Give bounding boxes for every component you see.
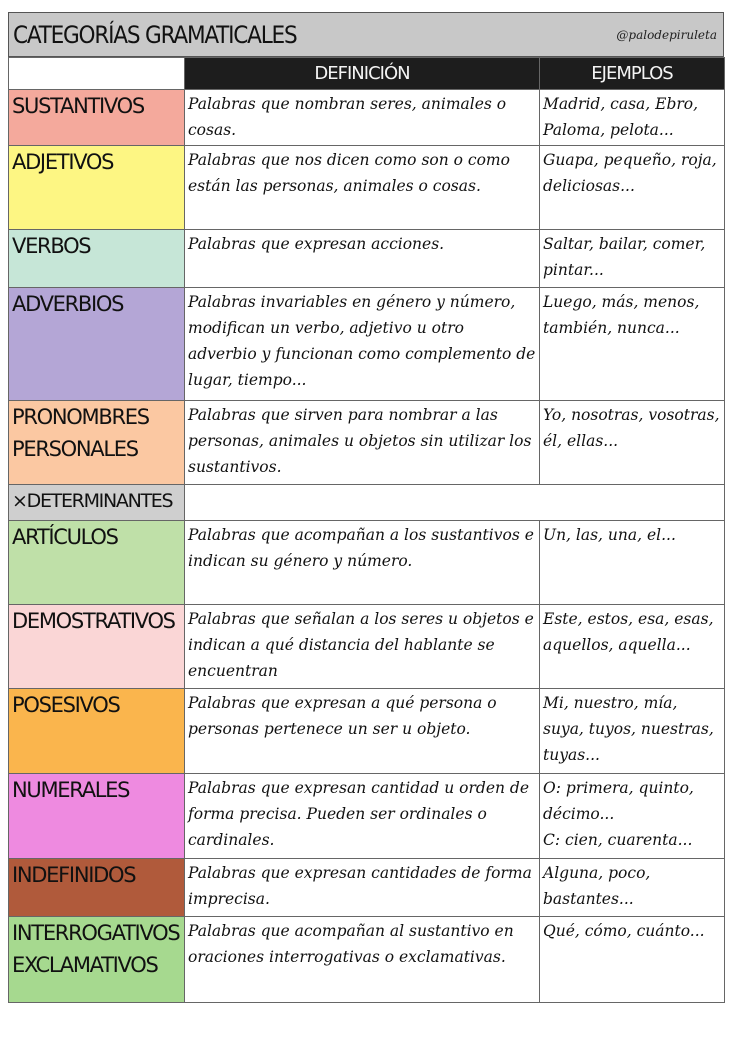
definition-cell: Palabras que expresan cantidades de forma imprecisa.	[185, 859, 540, 917]
title-bar	[8, 12, 724, 57]
definition-cell: Palabras que nos dicen como son o como están las personas, animales o cosas.	[185, 146, 540, 230]
examples-cell: Este, estos, esa, esas, aquellos, aquella...	[540, 605, 725, 689]
table-row	[9, 689, 725, 774]
author-handle: @palodepiruleta	[616, 27, 717, 42]
table-row	[9, 146, 725, 230]
table-row	[9, 521, 725, 605]
table-row	[9, 90, 725, 146]
examples-cell: Alguna, poco, bastantes...	[540, 859, 725, 917]
category-cell: SUSTANTIVOS	[9, 90, 185, 146]
category-cell: INTERROGATIVOS EXCLAMATIVOS	[9, 917, 185, 1003]
definition-cell: Palabras que acompañan a los sustantivos e indican su género y número.	[185, 521, 540, 605]
categories-table	[8, 57, 725, 1003]
table-row	[9, 230, 725, 288]
section-label: ×DETERMINANTES	[9, 485, 185, 521]
grammar-sheet	[8, 12, 724, 1003]
category-cell: INDEFINIDOS	[9, 859, 185, 917]
column-header-row	[9, 58, 725, 90]
category-cell: ADVERBIOS	[9, 288, 185, 401]
definition-cell: Palabras que expresan cantidad u orden de forma precisa. Pueden ser ordinales o cardinales.	[185, 774, 540, 859]
category-cell: DEMOSTRATIVOS	[9, 605, 185, 689]
blank-header-cell	[9, 58, 185, 90]
section-spacer	[185, 485, 725, 521]
definition-cell: Palabras que sirven para nombrar a las personas, animales u objetos sin utilizar los sustantivos.	[185, 401, 540, 485]
definition-cell: Palabras que expresan acciones.	[185, 230, 540, 288]
definition-cell: Palabras que expresan a qué persona o personas pertenece un ser u objeto.	[185, 689, 540, 774]
examples-cell: O: primera, quinto, décimo... C: cien, cuarenta...	[540, 774, 725, 859]
examples-header: EJEMPLOS	[540, 58, 725, 90]
examples-cell: Saltar, bailar, comer, pintar...	[540, 230, 725, 288]
table-row	[9, 605, 725, 689]
table-row	[9, 288, 725, 401]
table-row	[9, 774, 725, 859]
page-title: CATEGORÍAS GRAMATICALES	[13, 20, 297, 49]
category-cell: ARTÍCULOS	[9, 521, 185, 605]
definition-cell: Palabras que señalan a los seres u objetos e indican a qué distancia del hablante se encuentran	[185, 605, 540, 689]
section-row	[9, 485, 725, 521]
category-cell: VERBOS	[9, 230, 185, 288]
definition-cell: Palabras invariables en género y número, modifican un verbo, adjetivo u otro adverbio y funcionan como complemento de lugar, tiempo...	[185, 288, 540, 401]
examples-cell: Luego, más, menos, también, nunca...	[540, 288, 725, 401]
definition-cell: Palabras que acompañan al sustantivo en oraciones interrogativas o exclamativas.	[185, 917, 540, 1003]
examples-cell: Guapa, pequeño, roja, deliciosas...	[540, 146, 725, 230]
examples-cell: Yo, nosotras, vosotras, él, ellas...	[540, 401, 725, 485]
category-cell: POSESIVOS	[9, 689, 185, 774]
table-row	[9, 859, 725, 917]
definition-header: DEFINICIÓN	[185, 58, 540, 90]
table-row	[9, 401, 725, 485]
examples-cell: Un, las, una, el...	[540, 521, 725, 605]
definition-cell: Palabras que nombran seres, animales o cosas.	[185, 90, 540, 146]
category-cell: PRONOMBRES PERSONALES	[9, 401, 185, 485]
examples-cell: Mi, nuestro, mía, suya, tuyos, nuestras, tuyas...	[540, 689, 725, 774]
table-row	[9, 917, 725, 1003]
category-cell: NUMERALES	[9, 774, 185, 859]
examples-cell: Madrid, casa, Ebro, Paloma, pelota...	[540, 90, 725, 146]
category-cell: ADJETIVOS	[9, 146, 185, 230]
examples-cell: Qué, cómo, cuánto...	[540, 917, 725, 1003]
